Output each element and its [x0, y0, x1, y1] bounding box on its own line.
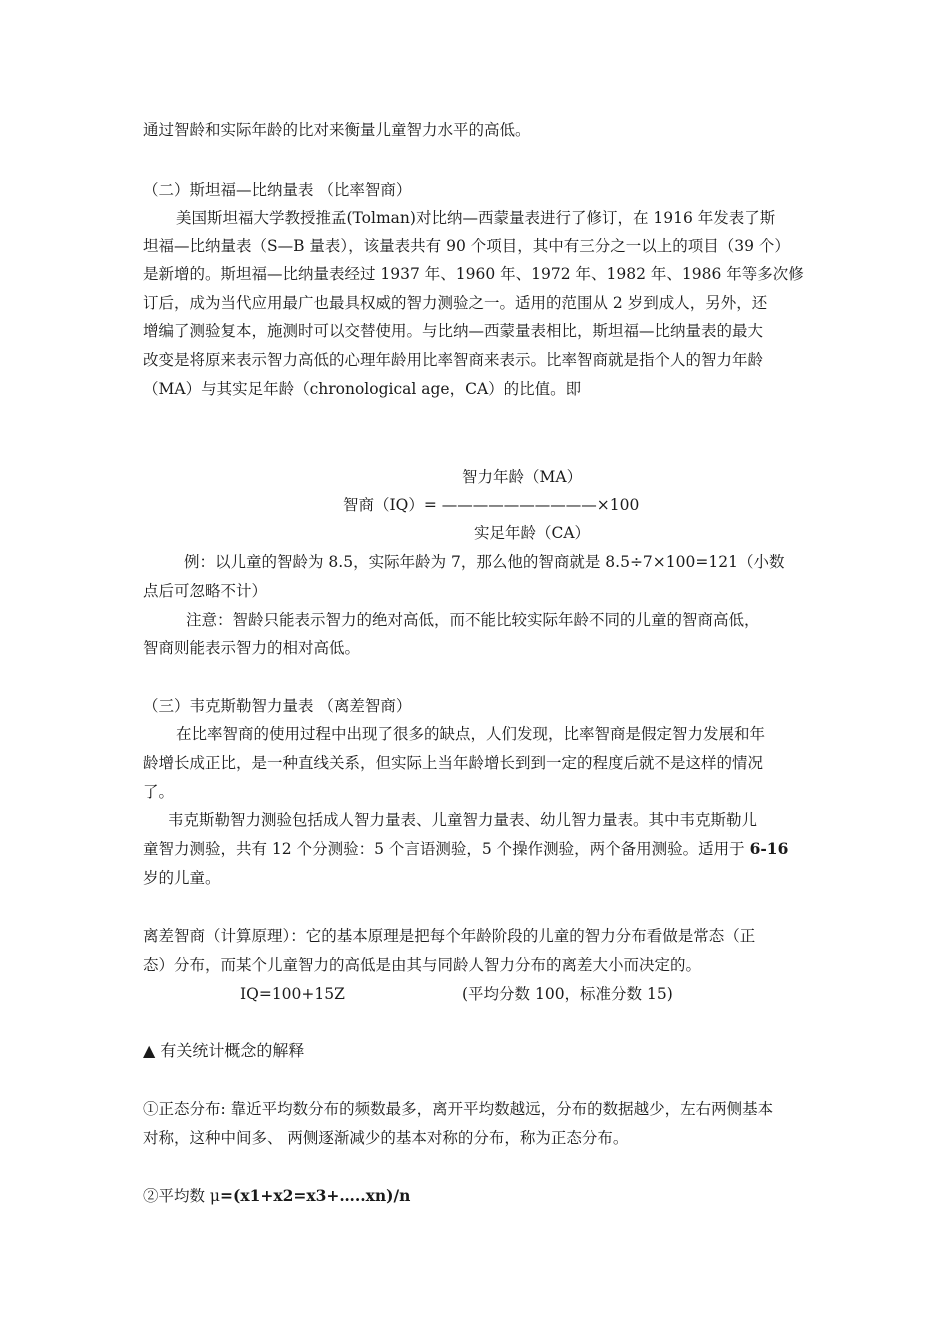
section-2-line: 坦福—比纳量表（S—B 量表），该量表共有 90 个项目，其中有三分之一以上的项目（39 个）	[143, 237, 790, 255]
section-2-line: 改变是将原来表示智力高低的心理年龄用比率智商来表示。比率智商就是指个人的智力年龄	[143, 351, 764, 369]
formula-lhs: 智商（IQ）=	[343, 496, 442, 514]
triangle-bullet-icon: ▲	[143, 1041, 156, 1060]
section-2-line: 是新增的。斯坦福—比纳量表经过 1937 年、1960 年、1972 年、1982 年、1986 年等多次修	[143, 265, 804, 283]
deviation-line: 态）分布，而某个儿童智力的高低是由其与同龄人智力分布的离差大小而决定的。	[143, 956, 702, 974]
age-range: 6-16	[749, 839, 789, 858]
iq-formula-note: (平均分数 100，标准分数 15)	[462, 985, 673, 1003]
formula-numerator: 智力年龄（MA）	[462, 468, 583, 486]
formula-row	[343, 494, 639, 516]
formula-denominator: 实足年龄（CA）	[474, 524, 591, 542]
section-3-line	[143, 838, 788, 860]
stats-heading	[143, 1040, 304, 1062]
normal-distribution-line: ①正态分布: 靠近平均数分布的频数最多，离开平均数越远，分布的数据越少，左右两侧基本	[143, 1100, 774, 1118]
deviation-line: 离差智商（计算原理）：它的基本原理是把每个年龄阶段的儿童的智力分布看做是常态（正	[143, 927, 756, 945]
section-2-heading: （二）斯坦福—比纳量表 （比率智商）	[143, 181, 412, 199]
section-3-text: 童智力测验，共有 12 个分测验：5 个言语测验，5 个操作测验，两个备用测验。适用于	[143, 840, 750, 858]
mean-prefix: ②平均数 μ	[143, 1187, 221, 1205]
section-2-line: 订后，成为当代应用最广也最具权威的智力测验之一。适用的范围从 2 岁到成人，另外，还	[143, 294, 768, 312]
section-2-line: （MA）与其实足年龄（chronological age，CA）的比值。即	[143, 380, 582, 398]
note-line: 注意：智龄只能表示智力的绝对高低，而不能比较实际年龄不同的儿童的智商高低，	[186, 611, 760, 629]
section-2-line: 美国斯坦福大学教授推孟(Tolman)对比纳—西蒙量表进行了修订，在 1916 年发表了斯	[176, 209, 776, 227]
section-3-line: 韦克斯勒智力测验包括成人智力量表、儿童智力量表、幼儿智力量表。其中韦克斯勒儿	[168, 811, 758, 829]
formula-fraction-bar: ——————————	[441, 496, 597, 514]
section-3-line: 了。	[143, 783, 175, 801]
section-3-line: 岁的儿童。	[143, 869, 221, 887]
section-3-line: 在比率智商的使用过程中出现了很多的缺点，人们发现，比率智商是假定智力发展和年	[176, 725, 766, 743]
stats-heading-text: 有关统计概念的解释	[160, 1041, 305, 1060]
iq-formula: IQ=100+15Z	[240, 985, 345, 1003]
section-2-line: 增编了测验复本，施测时可以交替使用。与比纳—西蒙量表相比，斯坦福—比纳量表的最大	[143, 322, 764, 340]
mean-line	[143, 1185, 410, 1207]
example-line: 例：以儿童的智龄为 8.5，实际年龄为 7，那么他的智商就是 8.5÷7×100=121（小数	[184, 553, 785, 571]
section-3-heading: （三）韦克斯勒智力量表 （离差智商）	[143, 697, 412, 715]
intro-paragraph: 通过智龄和实际年龄的比对来衡量儿童智力水平的高低。	[143, 121, 531, 139]
note-line: 智商则能表示智力的相对高低。	[143, 639, 361, 657]
mean-formula: =(x1+x2=x3+…..xn)/n	[220, 1186, 411, 1205]
normal-distribution-line: 对称，这种中间多、 两侧逐渐减少的基本对称的分布，称为正态分布。	[143, 1129, 629, 1147]
example-line: 点后可忽略不计）	[143, 582, 268, 600]
formula-rhs: ×100	[596, 496, 640, 514]
section-3-line: 龄增长成正比，是一种直线关系，但实际上当年龄增长到到一定的程度后就不是这样的情况	[143, 754, 764, 772]
